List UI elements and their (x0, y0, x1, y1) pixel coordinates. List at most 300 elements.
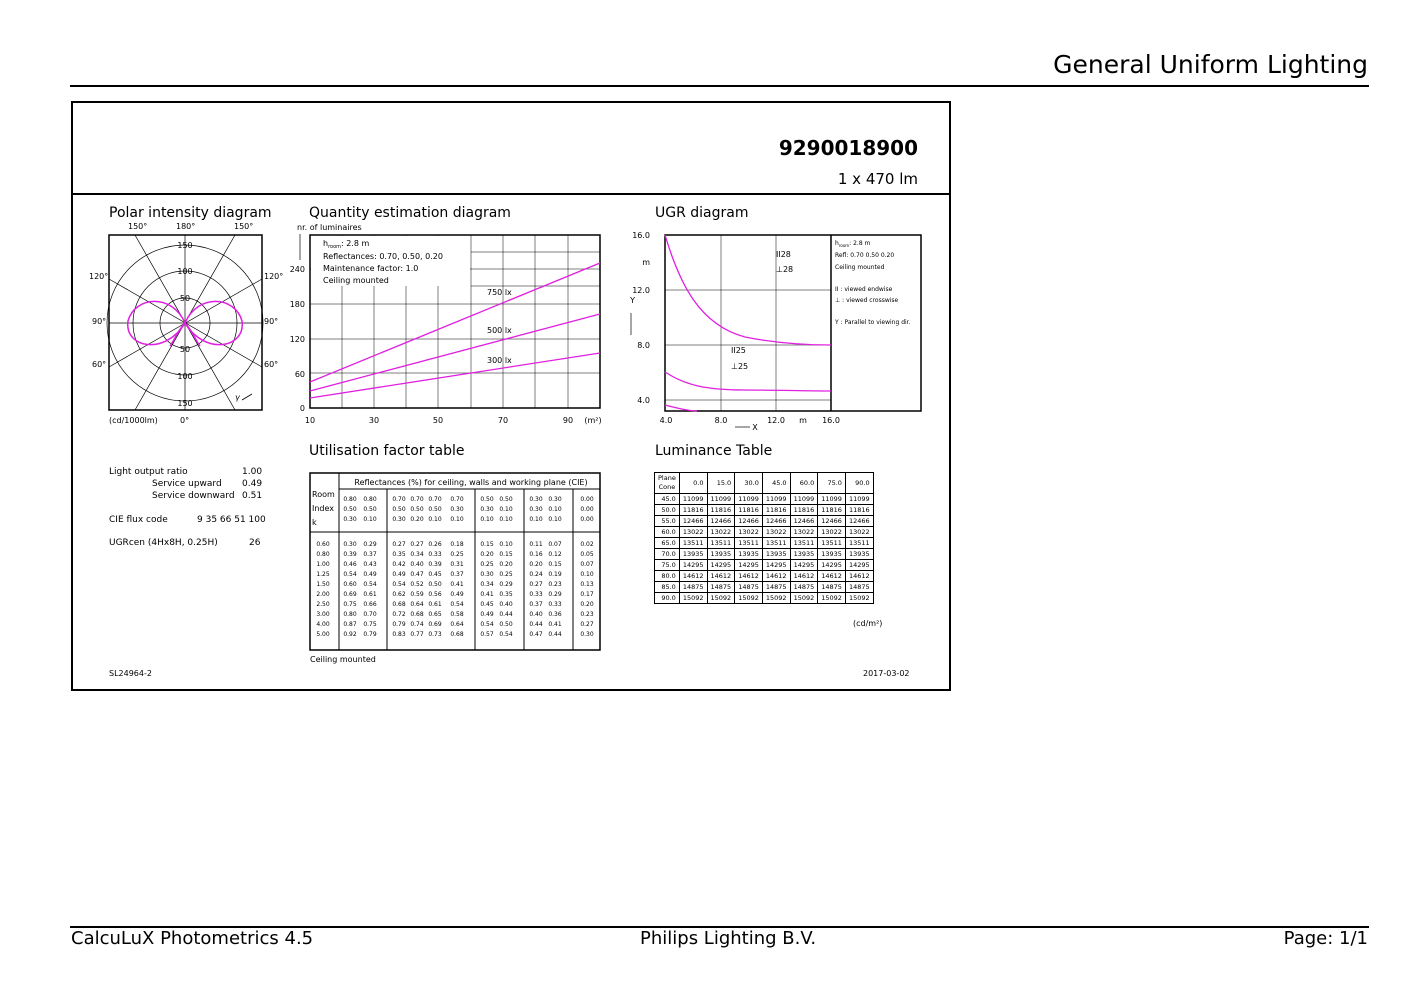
lum-value: 13022 (707, 527, 735, 538)
lum-value: 14612 (679, 571, 707, 582)
uf-cell: 0.23 (548, 581, 562, 588)
uf-cell: 0.27 (410, 541, 424, 548)
uf-cell: 0.40 (410, 561, 424, 568)
uf-cell: 0.05 (580, 551, 594, 558)
quantity-mounting: Ceiling mounted (323, 276, 389, 285)
lum-value: 12466 (845, 516, 873, 527)
lum-value: 13022 (735, 527, 763, 538)
lum-plane-header: 0.0 (679, 473, 707, 494)
uf-cell: 0.68 (410, 611, 424, 618)
svg-text:II28: II28 (776, 250, 791, 259)
lum-plane-header: 15.0 (707, 473, 735, 494)
svg-text:m: m (642, 258, 650, 267)
lum-value: 13511 (845, 538, 873, 549)
uf-cell: 0.66 (363, 601, 377, 608)
uf-cell: 0.27 (392, 541, 406, 548)
lum-value: 11099 (707, 494, 735, 505)
uf-reflectance: 0.30 (450, 506, 464, 513)
uf-reflectance: 0.10 (529, 516, 543, 523)
uf-reflectance: 0.50 (363, 506, 377, 513)
lum-cone: 75.0 (655, 560, 680, 571)
uf-reflectance: 0.10 (499, 506, 513, 513)
footer-company: Philips Lighting B.V. (640, 928, 817, 949)
uf-cell: 0.41 (450, 581, 464, 588)
svg-text:12.0: 12.0 (767, 416, 785, 425)
uf-note: Ceiling mounted (310, 655, 376, 664)
uf-cell: 0.25 (499, 571, 513, 578)
uf-reflectance: 0.50 (392, 506, 406, 513)
uf-cell: 0.43 (363, 561, 377, 568)
lum-value: 14875 (790, 582, 818, 593)
svg-text:⊥25: ⊥25 (731, 362, 749, 371)
uf-cell: 0.34 (480, 581, 494, 588)
svg-text:Refl: 0.70 0.50 0.20: Refl: 0.70 0.50 0.20 (835, 252, 895, 259)
lum-value: 11816 (818, 505, 846, 516)
uf-cell: 0.29 (548, 591, 562, 598)
uf-cell: 0.68 (450, 631, 464, 638)
svg-text:50: 50 (432, 416, 444, 425)
svg-text:16.0: 16.0 (822, 416, 840, 425)
line-label-500: 500 lx (487, 326, 512, 335)
quantity-title: Quantity estimation diagram (309, 205, 511, 221)
reference-code: SL24964-2 (109, 669, 152, 678)
uf-cell: 0.02 (580, 541, 594, 548)
uf-cell: 0.56 (428, 591, 442, 598)
svg-text:⊥ : viewed crosswise: ⊥ : viewed crosswise (835, 297, 899, 304)
uf-cell: 0.69 (428, 621, 442, 628)
uf-room-index: 1.25 (316, 571, 330, 578)
uf-cell: 0.31 (450, 561, 464, 568)
lum-value: 12466 (790, 516, 818, 527)
uf-room-index: 2.50 (316, 601, 330, 608)
uf-cell: 0.44 (548, 631, 562, 638)
lum-cone: 55.0 (655, 516, 680, 527)
uf-reflectance: 0.00 (580, 516, 594, 523)
svg-text:12.0: 12.0 (632, 286, 650, 295)
svg-text:0: 0 (299, 404, 305, 413)
uf-reflectance: 0.50 (499, 496, 513, 503)
uf-reflectance: 0.30 (480, 506, 494, 513)
date: 2017-03-02 (863, 669, 910, 678)
lum-value: 14875 (818, 582, 846, 593)
luminance-unit: (cd/m²) (853, 619, 883, 628)
uf-cell: 0.79 (392, 621, 406, 628)
uf-cell: 0.69 (343, 591, 357, 598)
uf-cell: 0.39 (428, 561, 442, 568)
uf-cell: 0.20 (480, 551, 494, 558)
svg-text:Y : Parallel to viewing dir.: Y : Parallel to viewing dir. (835, 319, 911, 326)
ring-label: 100 (177, 372, 193, 381)
lum-cone: 80.0 (655, 571, 680, 582)
lum-value: 11099 (845, 494, 873, 505)
polar-tick-90r: 90° (264, 317, 279, 326)
lum-cone: 50.0 (655, 505, 680, 516)
lum-value: 12466 (735, 516, 763, 527)
uf-reflectance: 0.50 (480, 496, 494, 503)
uf-cell: 0.13 (580, 581, 594, 588)
uf-cell: 0.37 (450, 571, 464, 578)
lum-value: 11816 (735, 505, 763, 516)
lum-value: 12466 (762, 516, 790, 527)
ring-label: 150 (177, 241, 193, 250)
uf-reflectance: 0.20 (410, 516, 424, 523)
svg-text:10: 10 (304, 416, 316, 425)
product-flux: 1 x 470 lm (837, 170, 918, 188)
uf-cell: 0.54 (343, 571, 357, 578)
uf-cell: 0.26 (428, 541, 442, 548)
polar-tick-90l: 90° (92, 317, 107, 326)
uf-cell: 0.61 (428, 601, 442, 608)
footer-software: CalcuLuX Photometrics 4.5 (71, 928, 314, 949)
uf-reflectance: 0.10 (363, 516, 377, 523)
uf-cell: 0.25 (480, 561, 494, 568)
uf-cell: 0.50 (499, 621, 513, 628)
uf-cell: 0.16 (529, 551, 543, 558)
uf-room-index: 2.00 (316, 591, 330, 598)
ring-label: 150 (177, 399, 193, 408)
uf-reflectance: 0.70 (410, 496, 424, 503)
uf-cell: 0.83 (392, 631, 406, 638)
svg-text:90: 90 (562, 416, 574, 425)
quantity-ylabel: nr. of luminaires (297, 223, 362, 232)
lum-cone: 45.0 (655, 494, 680, 505)
lum-value: 15092 (707, 593, 735, 604)
uf-header: Reflectances (%) for ceiling, walls and working plane (CIE) (354, 478, 588, 487)
lum-cone: 60.0 (655, 527, 680, 538)
lum-value: 11099 (679, 494, 707, 505)
uf-cell: 0.54 (450, 601, 464, 608)
svg-text:k: k (312, 518, 317, 527)
svg-text:180: 180 (289, 300, 305, 309)
lum-value: 15092 (762, 593, 790, 604)
uf-cell: 0.54 (499, 631, 513, 638)
uf-reflectance: 0.70 (428, 496, 442, 503)
uf-cell: 0.40 (529, 611, 543, 618)
uf-reflectance: 0.70 (392, 496, 406, 503)
lum-value: 14875 (707, 582, 735, 593)
uf-cell: 0.15 (499, 551, 513, 558)
quantity-reflectances: Reflectances: 0.70, 0.50, 0.20 (323, 252, 443, 261)
uf-cell: 0.60 (343, 581, 357, 588)
lum-value: 12466 (818, 516, 846, 527)
lum-value: 14875 (679, 582, 707, 593)
lum-plane-header: 60.0 (790, 473, 818, 494)
line-label-300: 300 lx (487, 356, 512, 365)
uf-cell: 0.19 (548, 571, 562, 578)
uf-cell: 0.64 (410, 601, 424, 608)
uf-cell: 0.10 (499, 541, 513, 548)
header-separator (73, 193, 949, 195)
uf-reflectance: 0.30 (529, 496, 543, 503)
uf-room-index: 3.00 (316, 611, 330, 618)
uf-cell: 0.20 (580, 601, 594, 608)
polar-diagram (80, 218, 290, 433)
uf-cell: 0.73 (428, 631, 442, 638)
uf-room-index: 5.00 (316, 631, 330, 638)
lum-value: 13935 (735, 549, 763, 560)
uf-cell: 0.37 (529, 601, 543, 608)
lum-value: 14295 (707, 560, 735, 571)
polar-bottom-angle: 0° (180, 416, 190, 425)
uf-reflectance: 0.30 (343, 516, 357, 523)
uf-cell: 0.12 (548, 551, 562, 558)
uf-cell: 0.58 (450, 611, 464, 618)
lum-value: 12466 (679, 516, 707, 527)
lum-cone: 85.0 (655, 582, 680, 593)
polar-tick-150l: 150° (128, 222, 148, 231)
lum-value: 12466 (707, 516, 735, 527)
lum-value: 14612 (707, 571, 735, 582)
lum-value: 11816 (845, 505, 873, 516)
svg-text:X: X (752, 423, 758, 432)
lum-plane-header: 45.0 (762, 473, 790, 494)
uf-cell: 0.36 (548, 611, 562, 618)
uf-cell: 0.57 (480, 631, 494, 638)
svg-text:4.0: 4.0 (659, 416, 673, 425)
lum-value: 15092 (845, 593, 873, 604)
ring-label: 100 (177, 267, 193, 276)
lum-value: 11099 (762, 494, 790, 505)
uf-cell: 0.45 (428, 571, 442, 578)
uf-room-index: 1.00 (316, 561, 330, 568)
uf-cell: 0.74 (410, 621, 424, 628)
lum-value: 14875 (845, 582, 873, 593)
uf-reflectance: 0.80 (343, 496, 357, 503)
uf-cell: 0.44 (529, 621, 543, 628)
uf-cell: 0.27 (580, 621, 594, 628)
lum-value: 13511 (818, 538, 846, 549)
uf-cell: 0.87 (343, 621, 357, 628)
uf-reflectance: 0.70 (450, 496, 464, 503)
uf-cell: 0.54 (480, 621, 494, 628)
page-title: General Uniform Lighting (1053, 50, 1368, 79)
uf-reflectance: 0.50 (343, 506, 357, 513)
uf-reflectance: 0.10 (548, 506, 562, 513)
lum-value: 15092 (679, 593, 707, 604)
svg-text:Index: Index (312, 504, 335, 513)
uf-cell: 0.80 (343, 611, 357, 618)
uf-cell: 0.75 (343, 601, 357, 608)
uf-cell: 0.46 (343, 561, 357, 568)
uf-reflectance: 0.30 (548, 496, 562, 503)
uf-cell: 0.30 (480, 571, 494, 578)
svg-text:70: 70 (497, 416, 509, 425)
lum-value: 13935 (762, 549, 790, 560)
uf-cell: 0.77 (410, 631, 424, 638)
uf-cell: 0.49 (480, 611, 494, 618)
uf-reflectance: 0.80 (363, 496, 377, 503)
lum-value: 11816 (679, 505, 707, 516)
uf-room-index: 0.80 (316, 551, 330, 558)
line-label-750: 750 lx (487, 288, 512, 297)
uf-cell: 0.33 (529, 591, 543, 598)
polar-tick-60r: 60° (264, 360, 279, 369)
uf-cell: 0.49 (450, 591, 464, 598)
uf-room-index: 1.50 (316, 581, 330, 588)
svg-text:m: m (799, 416, 807, 425)
uf-cell: 0.23 (580, 611, 594, 618)
header-rule (70, 85, 1369, 87)
lum-value: 14295 (762, 560, 790, 571)
uf-cell: 0.49 (363, 571, 377, 578)
uf-cell: 0.18 (450, 541, 464, 548)
lum-plane-header: 75.0 (818, 473, 846, 494)
lum-plane-header: 30.0 (735, 473, 763, 494)
uf-room-index: 4.00 (316, 621, 330, 628)
ugr-title: UGR diagram (655, 205, 749, 221)
lum-value: 11099 (735, 494, 763, 505)
svg-text:60: 60 (294, 370, 305, 379)
uf-cell: 0.64 (450, 621, 464, 628)
lum-value: 15092 (818, 593, 846, 604)
lum-value: 14612 (818, 571, 846, 582)
svg-text:Room: Room (312, 490, 335, 499)
uf-reflectance: 0.50 (410, 506, 424, 513)
lum-value: 11099 (790, 494, 818, 505)
uf-cell: 0.39 (343, 551, 357, 558)
lum-value: 13511 (762, 538, 790, 549)
svg-text:(m²): (m²) (584, 416, 602, 425)
utilisation-title: Utilisation factor table (309, 443, 465, 459)
lum-value: 11099 (818, 494, 846, 505)
lum-value: 13022 (845, 527, 873, 538)
lum-value: 14295 (845, 560, 873, 571)
utilisation-table (309, 472, 604, 667)
uf-cell: 0.79 (363, 631, 377, 638)
uf-cell: 0.47 (410, 571, 424, 578)
footer-page: Page: 1/1 (1283, 928, 1368, 949)
uf-cell: 0.42 (392, 561, 406, 568)
uf-cell: 0.68 (392, 601, 406, 608)
uf-cell: 0.72 (392, 611, 406, 618)
uf-cell: 0.59 (410, 591, 424, 598)
lum-value: 14295 (818, 560, 846, 571)
svg-text:II : viewed endwise: II : viewed endwise (835, 286, 893, 293)
uf-cell: 0.41 (480, 591, 494, 598)
lum-value: 14295 (679, 560, 707, 571)
lum-value: 13935 (707, 549, 735, 560)
lum-value: 13022 (790, 527, 818, 538)
lum-cone: 65.0 (655, 538, 680, 549)
lum-value: 14612 (735, 571, 763, 582)
lum-value: 13511 (679, 538, 707, 549)
lum-value: 11816 (790, 505, 818, 516)
lum-cone: 90.0 (655, 593, 680, 604)
lum-value: 14612 (790, 571, 818, 582)
lum-value: 15092 (735, 593, 763, 604)
uf-reflectance: 0.10 (499, 516, 513, 523)
ring-label: 50 (179, 345, 191, 354)
uf-reflectance: 0.30 (529, 506, 543, 513)
luminance-table (654, 472, 874, 604)
uf-room-index: 0.60 (316, 541, 330, 548)
uf-reflectance: 0.10 (450, 516, 464, 523)
polar-tick-120r: 120° (264, 272, 284, 281)
uf-cell: 0.27 (529, 581, 543, 588)
lum-value: 13022 (818, 527, 846, 538)
lum-value: 14295 (735, 560, 763, 571)
uf-cell: 0.54 (392, 581, 406, 588)
polar-tick-150r: 150° (234, 222, 254, 231)
lum-value: 11816 (707, 505, 735, 516)
uf-cell: 0.52 (410, 581, 424, 588)
svg-text:30: 30 (368, 416, 380, 425)
svg-text:16.0: 16.0 (632, 231, 650, 240)
uf-cell: 0.45 (480, 601, 494, 608)
uf-cell: 0.34 (410, 551, 424, 558)
uf-cell: 0.20 (529, 561, 543, 568)
uf-reflectance: 0.50 (428, 506, 442, 513)
svg-text:120: 120 (289, 335, 305, 344)
polar-unit: (cd/1000lm) (109, 416, 158, 425)
lum-value: 13935 (790, 549, 818, 560)
polar-tick-180: 180° (176, 222, 196, 231)
uf-cell: 0.15 (480, 541, 494, 548)
luminance-title: Luminance Table (655, 443, 773, 459)
product-code: 9290018900 (778, 136, 918, 160)
uf-cell: 0.33 (548, 601, 562, 608)
lum-value: 11816 (762, 505, 790, 516)
uf-cell: 0.24 (529, 571, 543, 578)
lum-value: 13511 (707, 538, 735, 549)
lum-value: 14612 (845, 571, 873, 582)
uf-cell: 0.30 (343, 541, 357, 548)
lum-value: 14875 (735, 582, 763, 593)
uf-cell: 0.35 (499, 591, 513, 598)
lum-value: 14612 (762, 571, 790, 582)
polar-tick-60l: 60° (92, 360, 107, 369)
uf-cell: 0.92 (343, 631, 357, 638)
svg-text:Y: Y (630, 296, 635, 305)
svg-text:8.0: 8.0 (637, 341, 650, 350)
ring-label: 50 (179, 294, 191, 303)
uf-cell: 0.47 (529, 631, 543, 638)
svg-text:Ceiling mounted: Ceiling mounted (835, 264, 885, 271)
ugr-diagram (625, 225, 930, 435)
polar-title: Polar intensity diagram (109, 205, 272, 221)
uf-reflectance: 0.30 (392, 516, 406, 523)
uf-cell: 0.49 (392, 571, 406, 578)
uf-cell: 0.30 (580, 631, 594, 638)
uf-cell: 0.65 (428, 611, 442, 618)
uf-cell: 0.40 (499, 601, 513, 608)
lum-value: 14295 (790, 560, 818, 571)
uf-cell: 0.11 (529, 541, 543, 548)
lum-cone: 70.0 (655, 549, 680, 560)
uf-cell: 0.29 (363, 541, 377, 548)
uf-reflectance: 0.10 (548, 516, 562, 523)
svg-text:hroom: 2.8 m: $h_{room}$: 2.8 m (323, 239, 370, 250)
uf-cell: 0.20 (499, 561, 513, 568)
lum-value: 13022 (679, 527, 707, 538)
uf-cell: 0.37 (363, 551, 377, 558)
uf-cell: 0.25 (450, 551, 464, 558)
polar-tick-120l: 120° (89, 272, 109, 281)
uf-cell: 0.29 (499, 581, 513, 588)
svg-text:hroom: 2.8 m: $h_{room}$: 2.8 m (835, 240, 871, 248)
lum-value: 13935 (818, 549, 846, 560)
uf-cell: 0.62 (392, 591, 406, 598)
uf-reflectance: 0.00 (580, 506, 594, 513)
uf-cell: 0.54 (363, 581, 377, 588)
lum-value: 13511 (735, 538, 763, 549)
lum-corner: Plane Cone (655, 473, 680, 494)
uf-reflectance: 0.10 (480, 516, 494, 523)
svg-text:II25: II25 (731, 346, 746, 355)
lum-value: 13935 (845, 549, 873, 560)
uf-cell: 0.17 (580, 591, 594, 598)
uf-cell: 0.35 (392, 551, 406, 558)
